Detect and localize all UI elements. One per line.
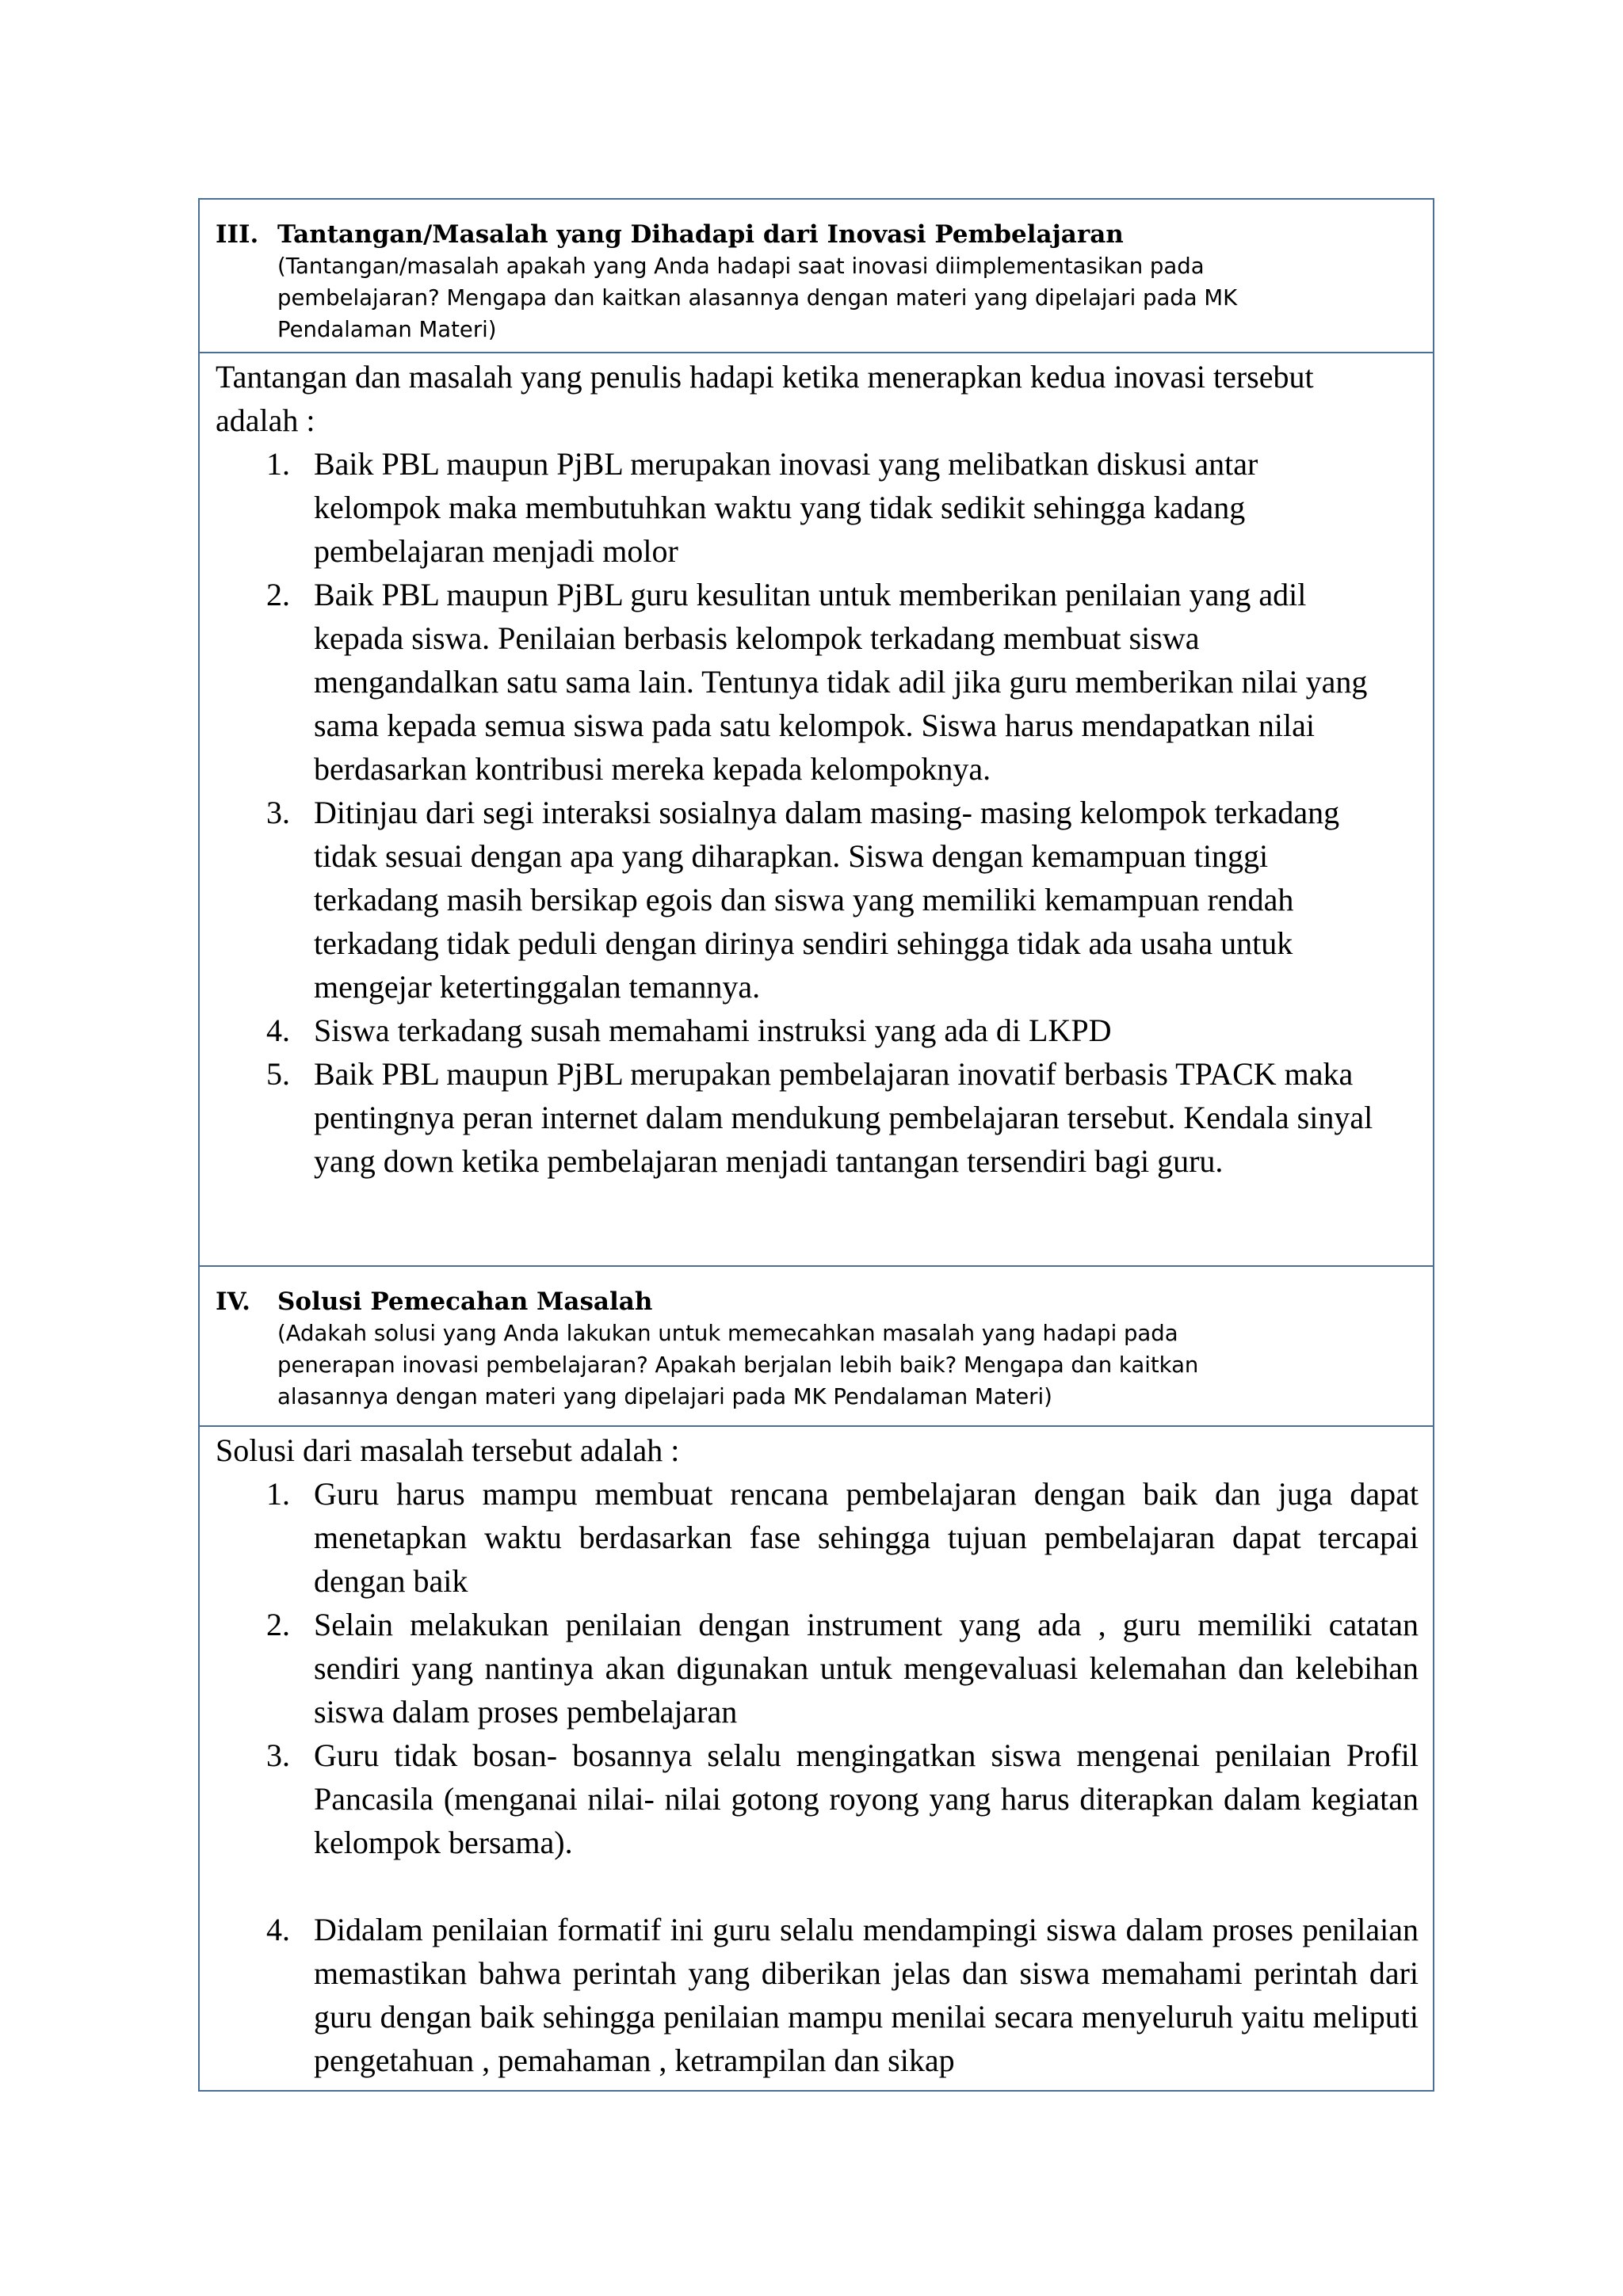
item-line: kepada siswa. Penilaian berbasis kelompok terkadang membuat siswa: [314, 620, 1200, 656]
section-3-title-line: [216, 219, 1422, 250]
item-line: terkadang masih bersikap egois dan siswa yang memiliki kemampuan rendah: [314, 882, 1294, 917]
section-4-numeral: IV.: [216, 1287, 250, 1316]
list-number: 4.: [266, 1013, 290, 1048]
section-3-numeral: III.: [216, 220, 259, 249]
section-3-body: [200, 352, 1433, 1265]
list-number: 1.: [266, 1476, 290, 1512]
item-text: Guru harus mampu membuat rencana pembelajaran dengan baik dan juga dapat menetapkan waktu berdasarkan fase sehingga tujuan pembelajaran dapat tercapai dengan baik: [314, 1476, 1419, 1599]
item-text: Didalam penilaian formatif ini guru selalu mendampingi siswa dalam proses penilaian memastikan bahwa perintah yang diberikan jelas dan siswa memahami perintah dari guru dengan baik sehingga penilaian mampu menilai secara menyeluruh yaitu meliputi pengetahuan , pemahaman , ketrampilan dan sikap: [314, 1912, 1419, 2078]
section-3-intro: [216, 355, 1419, 442]
list-number: 1.: [266, 446, 290, 482]
description-line: pembelajaran? Mengapa dan kaitkan alasannya dengan materi yang dipelajari pada MK: [277, 285, 1238, 311]
list-item: [216, 791, 1419, 1009]
description-line: Pendalaman Materi): [277, 317, 497, 342]
section-4-description: [277, 1318, 1422, 1413]
section-3-description: [277, 250, 1422, 345]
item-text: Selain melakukan penilaian dengan instrument yang ada , guru memiliki catatan sendiri yang nantinya akan digunakan untuk mengevaluasi kelemahan dan kelebihan siswa dalam proses pembelajaran: [314, 1607, 1419, 1730]
list-number: 4.: [266, 1912, 290, 1947]
list-item: [216, 1733, 1419, 1864]
item-line: yang down ketika pembelajaran menjadi tantangan tersendiri bagi guru.: [314, 1143, 1224, 1179]
item-line: mengejar ketertinggalan temannya.: [314, 969, 761, 1005]
item-line: tidak sesuai dengan apa yang diharapkan. Siswa dengan kemampuan tinggi: [314, 838, 1269, 874]
description-line: (Tantangan/masalah apakah yang Anda hadapi saat inovasi diimplementasikan pada: [277, 254, 1205, 279]
list-item: [216, 442, 1419, 573]
list-item: [216, 1472, 1419, 1603]
section-3-title: Tantangan/Masalah yang Dihadapi dari Inovasi Pembelajaran: [277, 220, 1124, 249]
item-line: Baik PBL maupun PjBL guru kesulitan untuk memberikan penilaian yang adil: [314, 577, 1307, 612]
description-line: alasannya dengan materi yang dipelajari pada MK Pendalaman Materi): [277, 1384, 1052, 1409]
item-line: Baik PBL maupun PjBL merupakan inovasi yang melibatkan diskusi antar: [314, 446, 1258, 482]
section-4-intro: Solusi dari masalah tersebut adalah :: [216, 1432, 680, 1468]
list-number: 3.: [266, 795, 290, 830]
item-line: kelompok maka membutuhkan waktu yang tidak sedikit sehingga kadang: [314, 490, 1246, 525]
section-4-header: [200, 1265, 1433, 1425]
section-3-header: [200, 200, 1433, 352]
list-item: [216, 573, 1419, 791]
item-line: Ditinjau dari segi interaksi sosialnya dalam masing- masing kelompok terkadang: [314, 795, 1340, 830]
item-text: Guru tidak bosan- bosannya selalu mengingatkan siswa mengenai penilaian Profil Pancasila (menganai nilai- nilai gotong royong yang harus diterapkan dalam kegiatan kelompok bersama).: [314, 1737, 1419, 1860]
item-line: pembelajaran menjadi molor: [314, 533, 678, 569]
list-item: [216, 1603, 1419, 1733]
list-number: 2.: [266, 577, 290, 612]
description-line: penerapan inovasi pembelajaran? Apakah berjalan lebih baik? Mengapa dan kaitkan: [277, 1352, 1199, 1378]
item-line: sama kepada semua siswa pada satu kelompok. Siswa harus mendapatkan nilai: [314, 707, 1315, 743]
solution-list: [216, 1472, 1419, 2082]
section-4-body: [200, 1425, 1433, 2090]
challenge-list: [216, 442, 1419, 1183]
list-gap: [216, 1864, 1419, 1908]
item-line: Baik PBL maupun PjBL merupakan pembelajaran inovatif berbasis TPACK maka: [314, 1056, 1354, 1092]
list-item: [216, 1908, 1419, 2082]
list-number: 2.: [266, 1607, 290, 1642]
intro-line: adalah :: [216, 402, 315, 438]
list-number: 3.: [266, 1737, 290, 1773]
item-line: pentingnya peran internet dalam mendukung pembelajaran tersebut. Kendala sinyal: [314, 1100, 1373, 1135]
intro-line: Tantangan dan masalah yang penulis hadapi ketika menerapkan kedua inovasi tersebut: [216, 359, 1314, 395]
item-line: berdasarkan kontribusi mereka kepada kelompoknya.: [314, 751, 991, 787]
section-4-title: Solusi Pemecahan Masalah: [277, 1287, 653, 1316]
list-number: 5.: [266, 1056, 290, 1092]
item-line: mengandalkan satu sama lain. Tentunya tidak adil jika guru memberikan nilai yang: [314, 664, 1368, 700]
list-item: [216, 1009, 1419, 1052]
item-line: Siswa terkadang susah memahami instruksi yang ada di LKPD: [314, 1013, 1112, 1048]
list-item: [216, 1052, 1419, 1183]
section-4-title-line: [216, 1286, 1422, 1318]
item-line: terkadang tidak peduli dengan dirinya sendiri sehingga tidak ada usaha untuk: [314, 925, 1293, 961]
description-line: (Adakah solusi yang Anda lakukan untuk memecahkan masalah yang hadapi pada: [277, 1321, 1178, 1346]
report-table: [198, 198, 1434, 2092]
